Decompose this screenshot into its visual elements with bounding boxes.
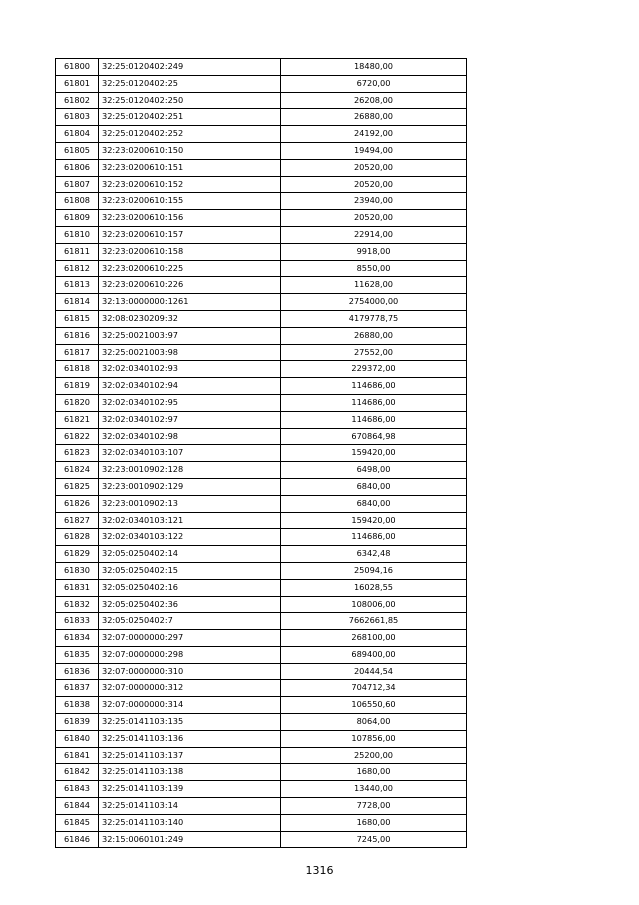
value-cell: 704712,34 [281,680,467,697]
value-cell: 20520,00 [281,210,467,227]
table-row [56,462,467,479]
cadastral-number-cell: 32:07:0000000:310 [99,663,281,680]
row-number-cell: 61808 [56,193,99,210]
row-number-cell: 61837 [56,680,99,697]
table-row [56,562,467,579]
cadastral-number-cell: 32:25:0120402:250 [99,92,281,109]
value-cell: 22914,00 [281,226,467,243]
row-number-cell: 61813 [56,277,99,294]
table-row [56,630,467,647]
table-body [56,59,467,848]
row-number-cell: 61820 [56,394,99,411]
value-cell: 24192,00 [281,126,467,143]
value-cell: 23940,00 [281,193,467,210]
cadastral-number-cell: 32:02:0340102:97 [99,411,281,428]
table-row [56,226,467,243]
row-number-cell: 61819 [56,378,99,395]
cadastral-number-cell: 32:02:0340102:94 [99,378,281,395]
table-row [56,210,467,227]
value-cell: 114686,00 [281,394,467,411]
row-number-cell: 61815 [56,310,99,327]
row-number-cell: 61804 [56,126,99,143]
table-row [56,596,467,613]
row-number-cell: 61828 [56,529,99,546]
value-cell: 670864,98 [281,428,467,445]
table-row [56,663,467,680]
cadastral-number-cell: 32:23:0200610:152 [99,176,281,193]
value-cell: 268100,00 [281,630,467,647]
cadastral-number-cell: 32:23:0200610:150 [99,142,281,159]
table-row [56,310,467,327]
value-cell: 6342,48 [281,546,467,563]
cadastral-number-cell: 32:25:0141103:135 [99,714,281,731]
cadastral-number-cell: 32:25:0141103:137 [99,747,281,764]
row-number-cell: 61840 [56,730,99,747]
cadastral-number-cell: 32:07:0000000:312 [99,680,281,697]
cadastral-number-cell: 32:07:0000000:314 [99,697,281,714]
cadastral-number-cell: 32:07:0000000:298 [99,646,281,663]
value-cell: 20444,54 [281,663,467,680]
table-row [56,781,467,798]
table-row [56,193,467,210]
cadastral-number-cell: 32:05:0250402:36 [99,596,281,613]
value-cell: 4179778,75 [281,310,467,327]
table-row [56,394,467,411]
row-number-cell: 61839 [56,714,99,731]
cadastral-value-table [55,58,467,848]
value-cell: 689400,00 [281,646,467,663]
value-cell: 114686,00 [281,529,467,546]
value-cell: 6720,00 [281,75,467,92]
cadastral-number-cell: 32:13:0000000:1261 [99,294,281,311]
cadastral-number-cell: 32:23:0200610:156 [99,210,281,227]
cadastral-number-cell: 32:02:0340103:121 [99,512,281,529]
cadastral-number-cell: 32:23:0200610:151 [99,159,281,176]
table-row [56,764,467,781]
table-row [56,327,467,344]
row-number-cell: 61805 [56,142,99,159]
table-row [56,92,467,109]
value-cell: 229372,00 [281,361,467,378]
table-row [56,798,467,815]
cadastral-number-cell: 32:25:0021003:98 [99,344,281,361]
value-cell: 19494,00 [281,142,467,159]
value-cell: 7728,00 [281,798,467,815]
table-row [56,277,467,294]
table-row [56,378,467,395]
row-number-cell: 61842 [56,764,99,781]
table-row [56,478,467,495]
table-row [56,714,467,731]
value-cell: 20520,00 [281,176,467,193]
value-cell: 1680,00 [281,764,467,781]
table-row [56,75,467,92]
row-number-cell: 61832 [56,596,99,613]
cadastral-number-cell: 32:25:0141103:139 [99,781,281,798]
table-row [56,529,467,546]
table-row [56,243,467,260]
value-cell: 159420,00 [281,512,467,529]
row-number-cell: 61801 [56,75,99,92]
table-row [56,445,467,462]
value-cell: 159420,00 [281,445,467,462]
table-row [56,546,467,563]
table-row [56,176,467,193]
cadastral-number-cell: 32:07:0000000:297 [99,630,281,647]
table-row [56,294,467,311]
table-row [56,109,467,126]
value-cell: 8064,00 [281,714,467,731]
value-cell: 7662661,85 [281,613,467,630]
cadastral-number-cell: 32:05:0250402:16 [99,579,281,596]
value-cell: 114686,00 [281,411,467,428]
value-cell: 108006,00 [281,596,467,613]
cadastral-number-cell: 32:23:0010902:129 [99,478,281,495]
table-row [56,126,467,143]
cadastral-number-cell: 32:05:0250402:14 [99,546,281,563]
value-cell: 6498,00 [281,462,467,479]
row-number-cell: 61830 [56,562,99,579]
value-cell: 6840,00 [281,478,467,495]
value-cell: 7245,00 [281,831,467,848]
cadastral-number-cell: 32:25:0141103:14 [99,798,281,815]
row-number-cell: 61803 [56,109,99,126]
table-row [56,495,467,512]
row-number-cell: 61814 [56,294,99,311]
table-row [56,680,467,697]
table-row [56,814,467,831]
value-cell: 13440,00 [281,781,467,798]
value-cell: 26208,00 [281,92,467,109]
row-number-cell: 61835 [56,646,99,663]
row-number-cell: 61829 [56,546,99,563]
value-cell: 8550,00 [281,260,467,277]
cadastral-number-cell: 32:23:0010902:128 [99,462,281,479]
value-cell: 107856,00 [281,730,467,747]
row-number-cell: 61841 [56,747,99,764]
value-cell: 114686,00 [281,378,467,395]
cadastral-number-cell: 32:25:0120402:249 [99,59,281,76]
cadastral-number-cell: 32:23:0200610:157 [99,226,281,243]
table-row [56,646,467,663]
row-number-cell: 61825 [56,478,99,495]
row-number-cell: 61845 [56,814,99,831]
cadastral-number-cell: 32:05:0250402:7 [99,613,281,630]
row-number-cell: 61802 [56,92,99,109]
table-row [56,159,467,176]
cadastral-number-cell: 32:23:0200610:155 [99,193,281,210]
row-number-cell: 61812 [56,260,99,277]
page-number: 1316 [305,864,334,877]
row-number-cell: 61838 [56,697,99,714]
value-cell: 11628,00 [281,277,467,294]
table-row [56,512,467,529]
cadastral-number-cell: 32:23:0010902:13 [99,495,281,512]
table-row [56,59,467,76]
table-row [56,730,467,747]
cadastral-number-cell: 32:02:0340103:107 [99,445,281,462]
table-row [56,344,467,361]
row-number-cell: 61833 [56,613,99,630]
table-row [56,747,467,764]
cadastral-number-cell: 32:25:0141103:138 [99,764,281,781]
cadastral-number-cell: 32:25:0120402:252 [99,126,281,143]
row-number-cell: 61824 [56,462,99,479]
cadastral-number-cell: 32:02:0340102:93 [99,361,281,378]
cadastral-number-cell: 32:25:0021003:97 [99,327,281,344]
table-row [56,613,467,630]
row-number-cell: 61823 [56,445,99,462]
row-number-cell: 61822 [56,428,99,445]
cadastral-number-cell: 32:08:0230209:32 [99,310,281,327]
row-number-cell: 61827 [56,512,99,529]
row-number-cell: 61817 [56,344,99,361]
row-number-cell: 61843 [56,781,99,798]
cadastral-number-cell: 32:25:0141103:140 [99,814,281,831]
cadastral-number-cell: 32:23:0200610:226 [99,277,281,294]
row-number-cell: 61836 [56,663,99,680]
row-number-cell: 61811 [56,243,99,260]
value-cell: 25200,00 [281,747,467,764]
row-number-cell: 61821 [56,411,99,428]
row-number-cell: 61806 [56,159,99,176]
cadastral-number-cell: 32:23:0200610:225 [99,260,281,277]
cadastral-number-cell: 32:02:0340102:95 [99,394,281,411]
row-number-cell: 61844 [56,798,99,815]
row-number-cell: 61818 [56,361,99,378]
table-row [56,260,467,277]
row-number-cell: 61807 [56,176,99,193]
value-cell: 18480,00 [281,59,467,76]
table-row [56,579,467,596]
cadastral-number-cell: 32:25:0141103:136 [99,730,281,747]
row-number-cell: 61816 [56,327,99,344]
value-cell: 26880,00 [281,109,467,126]
cadastral-number-cell: 32:02:0340102:98 [99,428,281,445]
cadastral-number-cell: 32:23:0200610:158 [99,243,281,260]
row-number-cell: 61846 [56,831,99,848]
row-number-cell: 61826 [56,495,99,512]
row-number-cell: 61810 [56,226,99,243]
value-cell: 20520,00 [281,159,467,176]
table-row [56,831,467,848]
table-row [56,428,467,445]
value-cell: 106550,60 [281,697,467,714]
value-cell: 25094,16 [281,562,467,579]
value-cell: 2754000,00 [281,294,467,311]
cadastral-number-cell: 32:25:0120402:25 [99,75,281,92]
cadastral-number-cell: 32:05:0250402:15 [99,562,281,579]
value-cell: 9918,00 [281,243,467,260]
row-number-cell: 61800 [56,59,99,76]
cadastral-number-cell: 32:25:0120402:251 [99,109,281,126]
value-cell: 27552,00 [281,344,467,361]
row-number-cell: 61834 [56,630,99,647]
table-row [56,142,467,159]
table-row [56,361,467,378]
row-number-cell: 61809 [56,210,99,227]
cadastral-number-cell: 32:15:0060101:249 [99,831,281,848]
table-row [56,697,467,714]
value-cell: 6840,00 [281,495,467,512]
table-row [56,411,467,428]
row-number-cell: 61831 [56,579,99,596]
value-cell: 1680,00 [281,814,467,831]
value-cell: 26880,00 [281,327,467,344]
cadastral-number-cell: 32:02:0340103:122 [99,529,281,546]
value-cell: 16028,55 [281,579,467,596]
